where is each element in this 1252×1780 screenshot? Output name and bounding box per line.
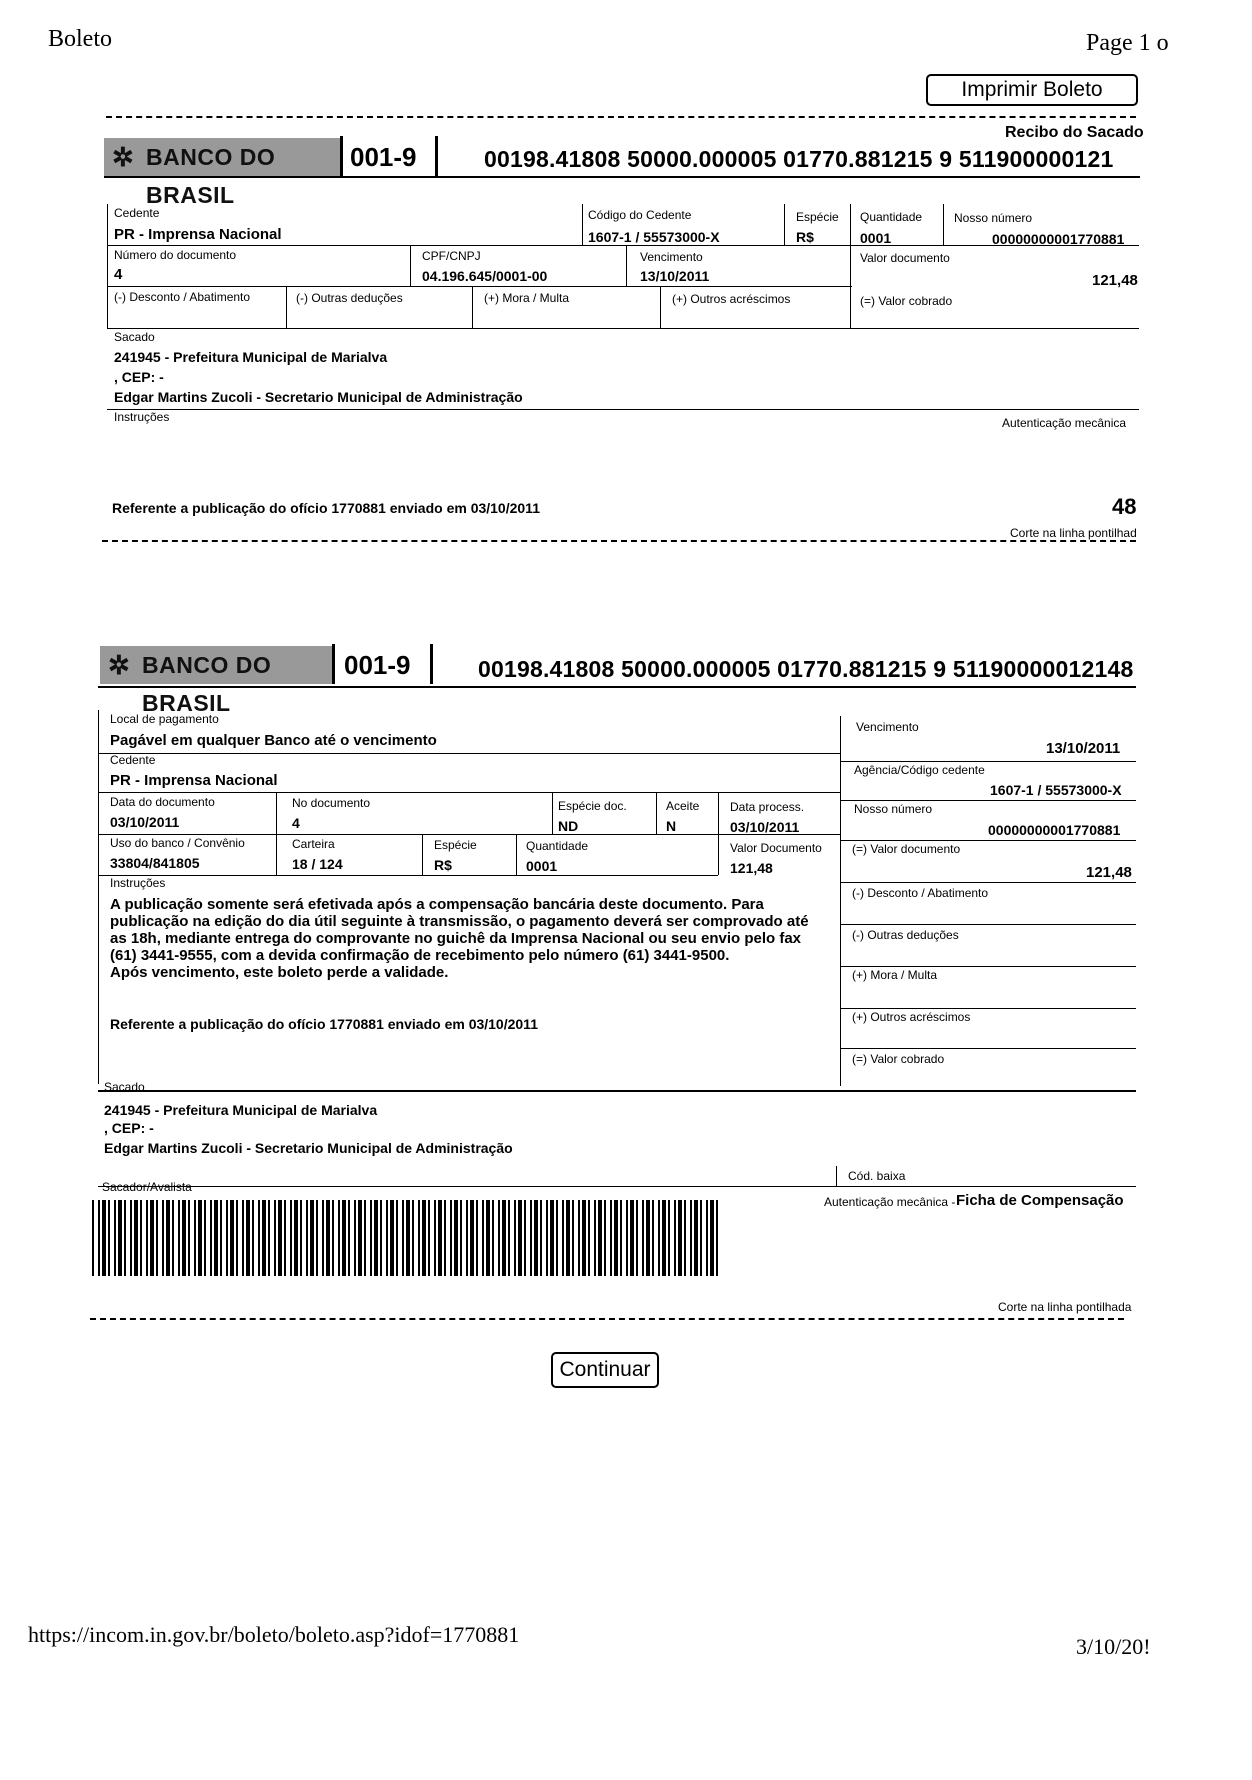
slip-cedente: PR - Imprensa Nacional [110, 772, 278, 789]
barcode-bar [482, 1200, 484, 1276]
bank-name: BANCO DO BRASIL [146, 144, 276, 208]
receipt-codigo-cedente: 1607-1 / 55573000-X [588, 229, 720, 245]
barcode-bar [156, 1200, 158, 1276]
barcode-bar [470, 1200, 474, 1276]
slip-sacado-label: Sacado [104, 1080, 145, 1094]
slip-valor-doc: 121,48 [730, 860, 773, 876]
slip-data-doc-label: Data do documento [110, 795, 215, 809]
slip-outros-acrescimos-label: (+) Outros acréscimos [852, 1010, 971, 1024]
page-header-title: Boleto [48, 26, 112, 52]
slip-data-process-label: Data process. [730, 800, 805, 814]
slip-instr-line2: publicação na edição do dia útil seguinte à transmissão, o pagamento deverá ser comprovado até [110, 913, 809, 930]
slip-aceite: N [666, 818, 677, 834]
barcode-bar [412, 1200, 414, 1276]
receipt-sacado-line3: Edgar Martins Zucoli - Secretario Municipal de Administração [114, 389, 523, 405]
cut-line-middle [102, 540, 1136, 542]
slip-especie: R$ [434, 857, 452, 873]
barcode-bar [700, 1200, 702, 1276]
barcode-bar [562, 1200, 564, 1276]
barcode-bar [284, 1200, 286, 1276]
barcode-bar [690, 1200, 692, 1276]
slip-instr-line5: Após vencimento, este boleto perde a validade. [110, 964, 449, 981]
barcode-bar [130, 1200, 132, 1276]
barcode-bar [546, 1200, 548, 1276]
slip-vencimento-label: Vencimento [856, 720, 919, 734]
barcode-bar [146, 1200, 148, 1276]
slip-uso-banco: 33804/841805 [110, 855, 200, 871]
slip-data-process: 03/10/2011 [730, 819, 800, 835]
slip-outras-deducoes-label: (-) Outras deduções [852, 928, 959, 942]
slip-mora-label: (+) Mora / Multa [852, 968, 938, 982]
slip-instructions [110, 896, 850, 981]
barcode-bar [166, 1200, 170, 1276]
slip-cedente-label: Cedente [110, 753, 156, 767]
barcode-bar [476, 1200, 478, 1276]
receipt-valor-documento-label: Valor documento [860, 251, 950, 265]
barcode-bar [92, 1200, 94, 1276]
page-number: Page 1 o [1086, 30, 1169, 56]
slip-sacado-line1: 241945 - Prefeitura Municipal de Marialva [104, 1102, 378, 1118]
receipt-especie: R$ [796, 229, 814, 245]
slip-data-doc: 03/10/2011 [110, 814, 180, 830]
barcode-bar [204, 1200, 206, 1276]
barcode-bar [210, 1200, 212, 1276]
print-date: 3/10/20! [1076, 1634, 1151, 1659]
barcode-bar [374, 1200, 378, 1276]
slip-ficha-title: Ficha de Compensação [956, 1192, 1124, 1209]
barcode-bar [252, 1200, 254, 1276]
barcode-bar [358, 1200, 362, 1276]
receipt-vencimento: 13/10/2011 [640, 268, 710, 284]
barcode-bar [236, 1200, 238, 1276]
receipt-valor-cobrado-label: (=) Valor cobrado [860, 294, 953, 308]
barcode-bar [182, 1200, 186, 1276]
receipt-num-documento: 4 [114, 266, 123, 283]
print-boleto-button[interactable]: Imprimir Boleto [926, 74, 1138, 106]
barcode-bar [338, 1200, 340, 1276]
slip-agencia-label: Agência/Código cedente [854, 763, 985, 777]
barcode-bar [290, 1200, 292, 1276]
barcode-bar [194, 1200, 196, 1276]
receipt-mora-label: (+) Mora / Multa [484, 291, 570, 305]
slip-local-label: Local de pagamento [110, 712, 219, 726]
receipt-outras-deducoes-label: (-) Outras deduções [296, 291, 403, 305]
barcode-bar [684, 1200, 686, 1276]
barcode-bar [150, 1200, 154, 1276]
slip-nosso-numero-label: Nosso número [854, 802, 933, 816]
receipt-referente: Referente a publicação do ofício 1770881 enviado em 03/10/2011 [112, 500, 540, 516]
barcode-bar [134, 1200, 138, 1276]
receipt-num-documento-label: Número do documento [114, 248, 237, 262]
barcode-bar [566, 1200, 570, 1276]
digitable-line-receipt: 00198.41808 50000.000005 01770.881215 9 511900000121 [484, 146, 1114, 172]
slip-instrucoes-label: Instruções [110, 876, 166, 890]
barcode-bar [428, 1200, 430, 1276]
slip-local: Pagável em qualquer Banco até o vencimento [110, 732, 437, 749]
barcode-bar [508, 1200, 510, 1276]
page-url: https://incom.in.gov.br/boleto/boleto.asp?idof=1770881 [28, 1622, 520, 1647]
slip-valor-cobrado-label: (=) Valor cobrado [852, 1052, 945, 1066]
barcode-bar [162, 1200, 164, 1276]
slip-especie-doc-label: Espécie doc. [558, 799, 627, 813]
barcode-bar [694, 1200, 698, 1276]
slip-instr-line3: as 18h, mediante entrega do comprovante no guichê da Imprensa Nacional ou seu envio pelo fax [110, 930, 802, 947]
barcode-bar [466, 1200, 468, 1276]
slip-no-doc-label: No documento [292, 796, 371, 810]
barcode-bar [140, 1200, 142, 1276]
slip-uso-banco-label: Uso do banco / Convênio [110, 836, 245, 850]
barcode-bar [396, 1200, 398, 1276]
barcode [92, 1200, 722, 1276]
slip-autenticacao-label: Autenticação mecânica - [824, 1195, 956, 1209]
receipt-cpf-label: CPF/CNPJ [422, 249, 481, 263]
barcode-bar [588, 1200, 590, 1276]
barcode-bar [258, 1200, 260, 1276]
barcode-bar [348, 1200, 350, 1276]
barcode-bar [578, 1200, 580, 1276]
barcode-bar [214, 1200, 218, 1276]
barcode-bar [380, 1200, 382, 1276]
bank-logo-slip [100, 646, 332, 716]
barcode-bar [316, 1200, 318, 1276]
slip-valor-documento-label: (=) Valor documento [852, 842, 961, 856]
barcode-bar [322, 1200, 324, 1276]
bank-code: 001-9 [350, 142, 417, 172]
barcode-bar [524, 1200, 526, 1276]
barcode-bar [530, 1200, 532, 1276]
slip-valor-doc-label: Valor Documento [730, 841, 822, 855]
barcode-bar [230, 1200, 234, 1276]
receipt-outros-acrescimos-label: (+) Outros acréscimos [672, 292, 791, 306]
barcode-bar [108, 1200, 110, 1276]
receipt-autenticacao-label: Autenticação mecânica [1002, 416, 1127, 430]
barcode-bar [514, 1200, 516, 1276]
barcode-bar [620, 1200, 622, 1276]
barcode-bar [598, 1200, 602, 1276]
barcode-bar [610, 1200, 612, 1276]
barcode-bar [310, 1200, 314, 1276]
receipt-quantidade: 0001 [860, 230, 892, 246]
barcode-bar [550, 1200, 554, 1276]
slip-sacado-line2: , CEP: - [104, 1120, 154, 1136]
barcode-bar [604, 1200, 606, 1276]
slip-especie-doc: ND [558, 818, 579, 834]
barcode-bar [678, 1200, 682, 1276]
barcode-bar [658, 1200, 660, 1276]
slip-sacado-line3: Edgar Martins Zucoli - Secretario Municipal de Administração [104, 1140, 513, 1156]
barcode-bar [386, 1200, 388, 1276]
slip-sacador-label: Sacador/Avalista [102, 1180, 192, 1194]
barcode-bar [444, 1200, 446, 1276]
receipt-cedente: PR - Imprensa Nacional [114, 226, 282, 243]
barcode-bar [300, 1200, 302, 1276]
slip-vencimento: 13/10/2011 [1046, 740, 1121, 757]
receipt-page-mark: 48 [1112, 494, 1137, 519]
slip-referente: Referente a publicação do ofício 1770881 enviado em 03/10/2011 [110, 1016, 538, 1032]
barcode-bar [434, 1200, 436, 1276]
barcode-bar [486, 1200, 490, 1276]
barcode-bar [98, 1200, 100, 1276]
barcode-bar [438, 1200, 442, 1276]
barcode-bar [306, 1200, 308, 1276]
barcode-bar [402, 1200, 404, 1276]
barcode-bar [114, 1200, 116, 1276]
barcode-bar [716, 1200, 718, 1276]
receipt-cedente-label: Cedente [114, 206, 160, 220]
barcode-bar [332, 1200, 334, 1276]
barcode-bar [636, 1200, 638, 1276]
receipt-quantidade-label: Quantidade [860, 210, 923, 224]
barcode-bar [450, 1200, 452, 1276]
barcode-bar [242, 1200, 244, 1276]
slip-carteira-label: Carteira [292, 837, 335, 851]
barcode-bar [342, 1200, 346, 1276]
slip-corte-label: Corte na linha pontilhada [998, 1300, 1132, 1314]
barcode-bar [172, 1200, 174, 1276]
slip-nosso-numero: 00000000001770881 [988, 822, 1121, 838]
code-divider [435, 136, 438, 176]
barcode-bar [220, 1200, 222, 1276]
barcode-bar [454, 1200, 458, 1276]
barcode-bar [418, 1200, 420, 1276]
cut-line-bottom [90, 1318, 1124, 1320]
slip-carteira: 18 / 124 [292, 856, 343, 872]
barcode-bar [102, 1200, 106, 1276]
barcode-bar [710, 1200, 714, 1276]
cut-line-top [106, 116, 1136, 118]
barcode-bar [390, 1200, 394, 1276]
receipt-corte-label: Corte na linha pontilhad [1010, 526, 1137, 540]
slip-desconto-label: (-) Desconto / Abatimento [852, 886, 989, 900]
barcode-bar [294, 1200, 298, 1276]
barcode-bar [652, 1200, 654, 1276]
barcode-bar [422, 1200, 426, 1276]
barcode-bar [498, 1200, 500, 1276]
slip-aceite-label: Aceite [666, 799, 700, 813]
barcode-bar [226, 1200, 228, 1276]
barcode-bar [460, 1200, 462, 1276]
barcode-bar [614, 1200, 618, 1276]
barcode-bar [406, 1200, 410, 1276]
barcode-bar [626, 1200, 628, 1276]
bank-logo-icon-slip: ✲ [108, 650, 131, 680]
receipt-nosso-numero-label: Nosso número [954, 211, 1033, 225]
receipt-cpf: 04.196.645/0001-00 [422, 268, 548, 284]
receipt-nosso-numero: 00000000001770881 [992, 231, 1125, 247]
barcode-bar [668, 1200, 670, 1276]
receipt-valor-documento: 121,48 [1092, 272, 1138, 289]
slip-especie-label: Espécie [434, 838, 477, 852]
receipt-instrucoes-label: Instruções [114, 410, 170, 424]
barcode-bar [278, 1200, 282, 1276]
bank-logo [104, 138, 340, 208]
slip-cod-baixa-label: Cód. baixa [848, 1169, 906, 1183]
barcode-bar [370, 1200, 372, 1276]
barcode-bar [246, 1200, 250, 1276]
barcode-bar [502, 1200, 506, 1276]
barcode-bar [630, 1200, 634, 1276]
barcode-bar [124, 1200, 126, 1276]
barcode-bar [274, 1200, 276, 1276]
receipt-title: Recibo do Sacado [1005, 124, 1144, 141]
barcode-bar [662, 1200, 666, 1276]
logo-divider [340, 136, 343, 176]
receipt-sacado-line2: , CEP: - [114, 369, 164, 385]
bank-code-slip: 001-9 [344, 650, 411, 680]
receipt-vencimento-label: Vencimento [640, 250, 703, 264]
barcode-bar [354, 1200, 356, 1276]
barcode-bar [540, 1200, 542, 1276]
bank-logo-icon: ✲ [112, 142, 135, 172]
barcode-bar [674, 1200, 676, 1276]
barcode-bar [364, 1200, 366, 1276]
barcode-bar [262, 1200, 266, 1276]
slip-instr-line4: (61) 3441-9555, com a devida confirmação de recebimento pelo número (61) 3441-9500. [110, 947, 730, 964]
barcode-bar [188, 1200, 190, 1276]
slip-quantidade: 0001 [526, 858, 558, 874]
barcode-bar [642, 1200, 644, 1276]
barcode-bar [706, 1200, 708, 1276]
continue-button[interactable]: Continuar [551, 1352, 659, 1388]
barcode-bar [534, 1200, 538, 1276]
barcode-bar [594, 1200, 596, 1276]
barcode-bar [492, 1200, 494, 1276]
barcode-bar [582, 1200, 586, 1276]
barcode-bar [268, 1200, 270, 1276]
receipt-sacado-line1: 241945 - Prefeitura Municipal de Marialva [114, 349, 388, 365]
slip-agencia: 1607-1 / 55573000-X [990, 782, 1122, 798]
slip-no-doc: 4 [292, 815, 300, 831]
receipt-desconto-label: (-) Desconto / Abatimento [114, 290, 251, 304]
barcode-bar [556, 1200, 558, 1276]
bank-name-slip: BANCO DO BRASIL [142, 652, 272, 716]
receipt-header-line [104, 176, 1140, 178]
slip-valor-documento: 121,48 [1086, 864, 1132, 881]
barcode-bar [178, 1200, 180, 1276]
barcode-bar [118, 1200, 122, 1276]
barcode-bar [198, 1200, 202, 1276]
receipt-codigo-cedente-label: Código do Cedente [588, 208, 692, 222]
receipt-sacado-label: Sacado [114, 330, 155, 344]
slip-instr-line1: A publicação somente será efetivada após a compensação bancária deste documento. Para [110, 896, 764, 913]
barcode-bar [326, 1200, 330, 1276]
receipt-especie-label: Espécie [796, 210, 839, 224]
slip-quantidade-label: Quantidade [526, 839, 589, 853]
barcode-bar [518, 1200, 522, 1276]
digitable-line-slip: 00198.41808 50000.000005 01770.881215 9 51190000012148 [478, 656, 1134, 682]
barcode-bar [572, 1200, 574, 1276]
barcode-bar [646, 1200, 650, 1276]
